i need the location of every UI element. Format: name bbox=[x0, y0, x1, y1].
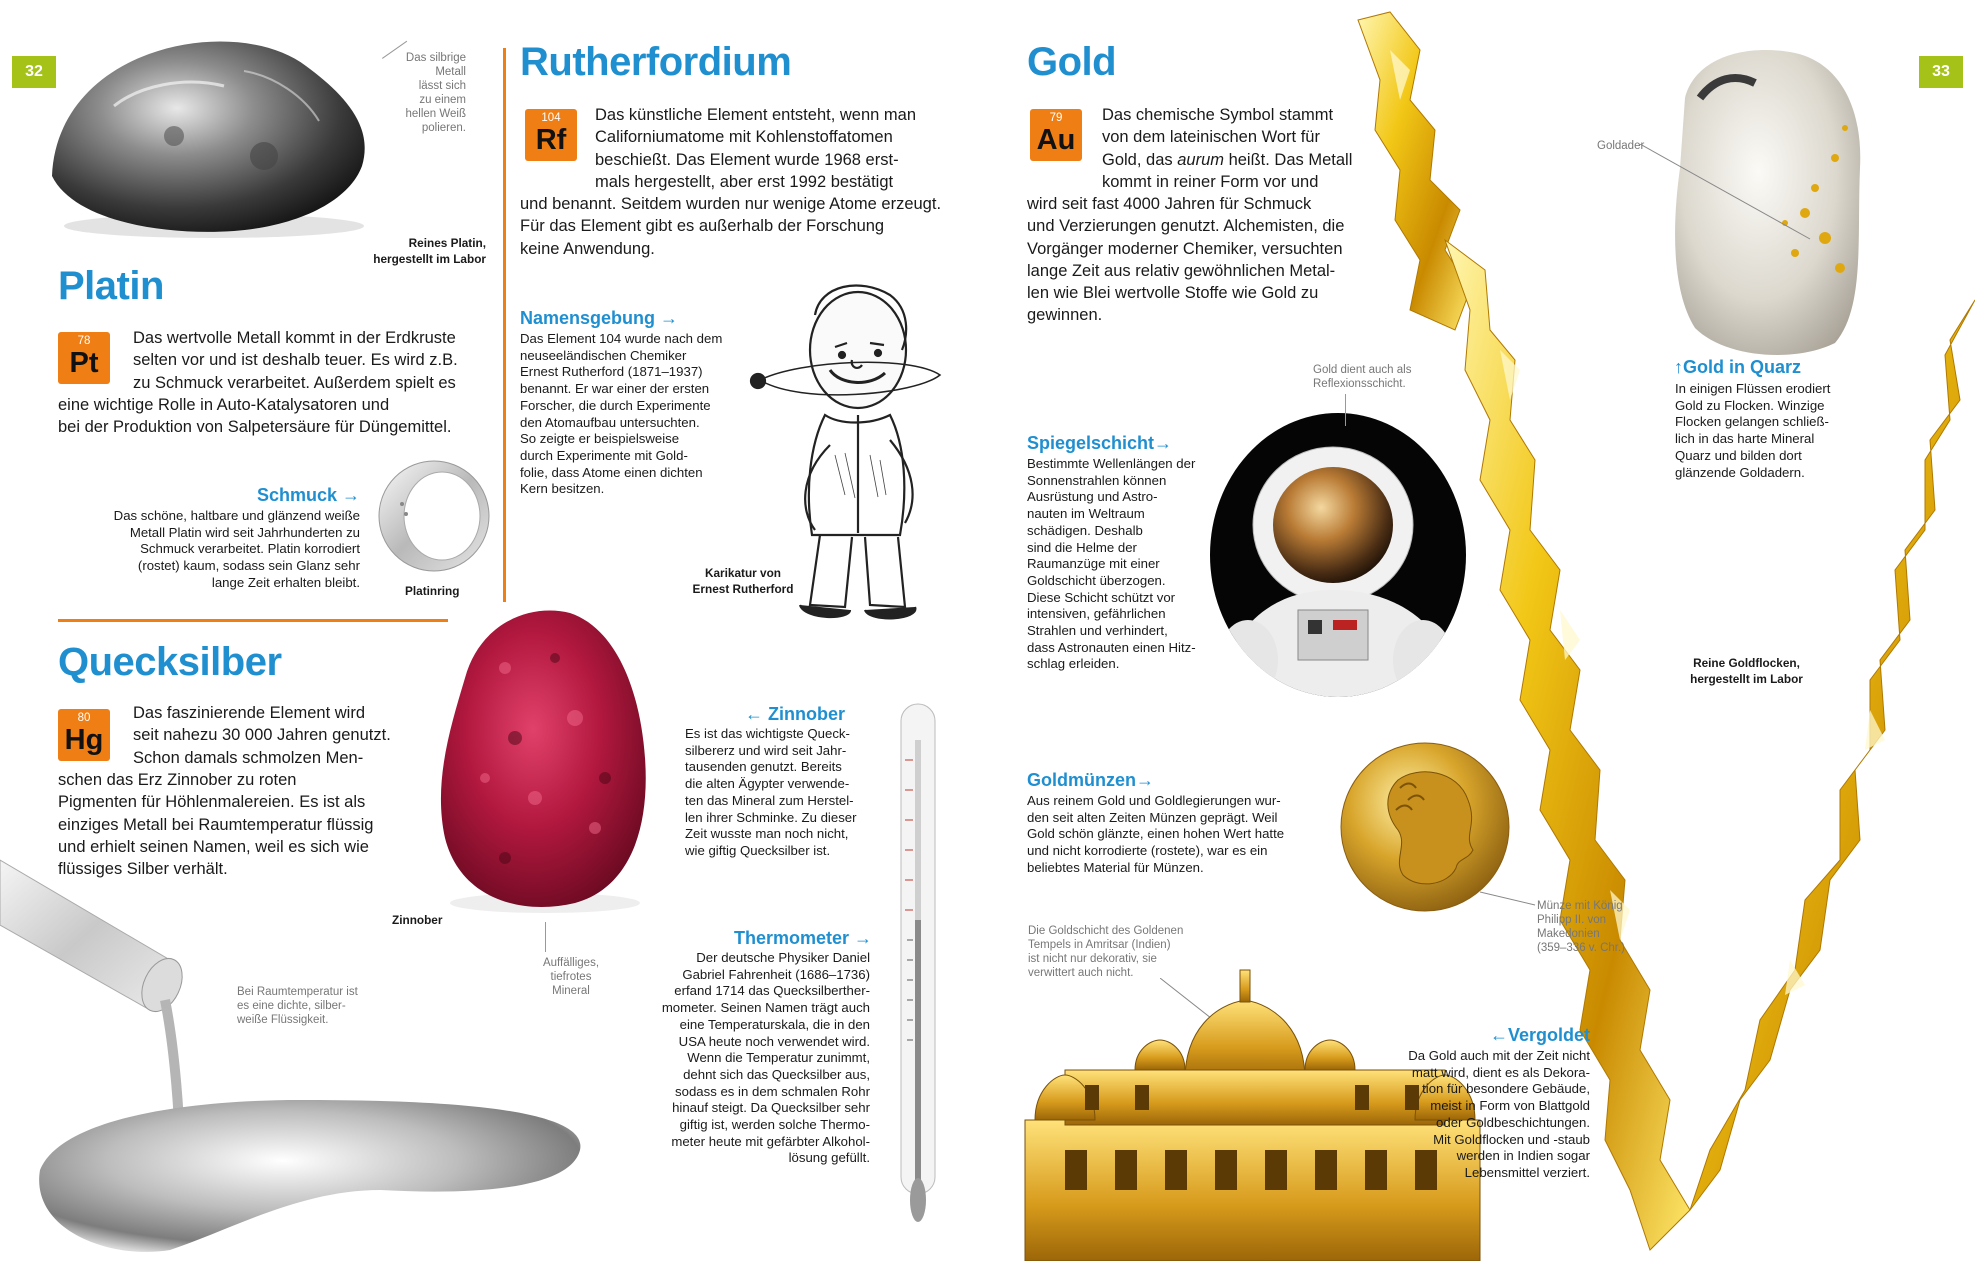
namensgebung-text: Das Element 104 wurde nach dem neuseeländischen Chemiker Ernest Rutherford (1871–1937) benannt. Er war einer der ersten Forscher, die durch Experimente den Atomaufbau untersuchten. So zeigte er beispielsweise durch Experimente mit Gold- folie, dass Atome einen dichten Kern besitzen. bbox=[520, 331, 723, 497]
gold-element-tile bbox=[1030, 109, 1082, 161]
spiegelschicht-text: Bestimmte Wellenlängen der Sonnenstrahlen können Ausrüstung und Astro- nauten im Weltraum schädigen. Deshalb sind die Helme der Raumanzüge mit einer Goldschicht überzogen. Diese Schicht schützt vor intensiven, gefährlichen Strahlen und verhindert, dass Astronauten einen Hitz- schlag erleiden. bbox=[1027, 456, 1196, 672]
element-symbol: Au bbox=[1036, 124, 1076, 156]
temple-caption: Die Goldschicht des Goldenen Tempels in Amritsar (Indien) ist nicht nur dekorativ, sie verwittert auch nicht. bbox=[1028, 925, 1184, 979]
thermometer-image bbox=[895, 700, 945, 1230]
liquid-mercury-caption: Bei Raumtemperatur ist es eine dichte, silber- weiße Flüssigkeit. bbox=[237, 986, 358, 1026]
zinnober-text: Es ist das wichtigste Queck- silbererz und wird seit Jahr- tausenden genutzt. Bereits die alten Ägypter verwende- ten das Mineral zum Herstel- len ihrer Schminke. Zu dieser Zeit wusste man noch nicht, wie giftig Quecksilber ist. bbox=[685, 726, 857, 858]
gold-in-quarz-heading: ↑Gold in Quarz bbox=[1674, 357, 1802, 377]
coin-caption: Münze mit König Philipp II. von Makedonien (359–336 v. Chr.) bbox=[1537, 900, 1626, 954]
quecksilber-title: Quecksilber bbox=[58, 640, 282, 684]
goldader-caption: Goldader bbox=[1597, 140, 1645, 152]
cinnabar-image bbox=[425, 598, 665, 918]
mineral-caption: Auffälliges, tiefrotes Mineral bbox=[542, 957, 600, 997]
quecksilber-element-tile bbox=[58, 709, 110, 761]
namensgebung-heading: Namensgebung → bbox=[520, 308, 679, 328]
gold-title: Gold bbox=[1027, 40, 1117, 84]
vergoldet-heading: ←Vergoldet bbox=[1489, 1025, 1590, 1045]
platinum-ring-image bbox=[372, 454, 497, 579]
reflect-caption: Gold dient auch als Reflexionsschicht. bbox=[1313, 364, 1412, 390]
cinnabar-caption: Zinnober bbox=[392, 913, 443, 927]
platin-element-tile bbox=[58, 332, 110, 384]
atomic-number: 104 bbox=[541, 112, 561, 124]
atomic-number: 79 bbox=[1049, 112, 1063, 124]
gold-intro-text-cont: wird seit fast 4000 Jahren für Schmuck und Verzierungen genutzt. Alchemisten, die Vorgänger moderner Chemiker, versuchten lange Zeit aus relativ gewöhnlichen Metal- len wie Blei wertvolle Stoffe wie Gold zu gewinnen. bbox=[1027, 195, 1345, 325]
ring-caption: Platinring bbox=[405, 584, 460, 598]
astronaut-image bbox=[1208, 410, 1468, 700]
gold-flakes-caption: Reine Goldflocken, hergestellt im Labor bbox=[1690, 656, 1803, 686]
platinum-polish-caption: Das silbrige Metall lässt sich zu einem hellen Weiß polieren. bbox=[405, 52, 466, 134]
spiegelschicht-heading: Spiegelschicht→ bbox=[1027, 433, 1173, 453]
platin-title: Platin bbox=[58, 264, 164, 308]
page-number-right: 33 bbox=[1919, 56, 1963, 88]
zinnober-heading: ← Zinnober bbox=[745, 704, 845, 724]
rutherfordium-intro-text: Das künstliche Element entsteht, wenn man Californiumatome mit Kohlenstoffatomen beschießt. Das Element wurde 1968 erst- mals hergestellt, aber erst 1992 bestätigt bbox=[595, 106, 917, 191]
element-symbol: Rf bbox=[535, 124, 567, 156]
thermometer-text: Der deutsche Physiker Daniel Gabriel Fahrenheit (1686–1736) erfand 1714 das Quecksilberther- mometer. Seinen Namen trägt auch eine Temperaturskala, die in den USA heute noch verwendet wird. Wenn die Temperatur zunimmt, dehnt sich das Quecksilber aus, sodass es in dem schmalen Rohr hinauf steigt. Da Quecksilber sehr giftig ist, werden solche Thermo- meter heute mit gefärbter Alkohol- lösung gefüllt. bbox=[661, 950, 870, 1166]
goldmuenzen-text: Aus reinem Gold und Goldlegierungen wur- den seit alten Zeiten Münzen geprägt. Weil Gold schön glänzte, einen hohen Wert hatte und nicht korrodierte (rostete), war es ein beliebtes Material für Münzen. bbox=[1027, 793, 1285, 875]
rutherfordium-title: Rutherfordium bbox=[520, 40, 792, 84]
atomic-number: 80 bbox=[77, 712, 91, 724]
rutherfordium-element-tile bbox=[525, 109, 577, 161]
schmuck-text: Das schöne, haltbare und glänzend weiße Metall Platin wird seit Jahrhunderten zu Schmuck verarbeitet. Platin korrodiert (rostet) kaum, sodass sein Glanz sehr lange Zeit erhalten bleibt. bbox=[113, 508, 360, 590]
vergoldet-text: Da Gold auch mit der Zeit nicht matt wird, dient es als Dekora- tion für besondere Gebäude, meist in Form von Blattgold oder Goldbeschichtungen. Mit Goldflocken und -staub werden in Indien sogar Lebensmittel verziert. bbox=[1408, 1048, 1590, 1180]
platin-intro-text-cont: eine wichtige Rolle in Auto-Katalysatoren und bei der Produktion von Salpetersäure für Düngemittel. bbox=[58, 396, 452, 437]
platinum-nugget-image bbox=[44, 26, 384, 246]
page-number-left: 32 bbox=[12, 56, 56, 88]
rutherfordium-intro-text-cont: und benannt. Seitdem wurden nur wenige Atome erzeugt. Für das Element gibt es außerhalb der Forschung keine Anwendung. bbox=[520, 195, 942, 258]
quecksilber-intro-text: Das faszinierende Element wird seit nahezu 30 000 Jahren genutzt. Schon damals schmolzen Men- bbox=[133, 704, 391, 767]
horizontal-divider bbox=[58, 619, 448, 622]
gold-in-quarz-text: In einigen Flüssen erodiert Gold zu Flocken. Winzige Flocken gelangen schließ- lich in das harte Mineral Quarz und bilden dort glänzende Goldadern. bbox=[1675, 381, 1831, 480]
caricature-caption: Karikatur von Ernest Rutherford bbox=[692, 566, 794, 596]
vertical-divider bbox=[503, 48, 506, 602]
thermometer-heading: Thermometer → bbox=[733, 928, 872, 948]
goldmuenzen-heading: Goldmünzen→ bbox=[1027, 770, 1154, 790]
gold-coin-image bbox=[1338, 740, 1513, 915]
atomic-number: 78 bbox=[77, 335, 91, 347]
quecksilber-intro-text-cont: schen das Erz Zinnober zu roten Pigmenten für Höhlenmalereien. Es ist als einziges Metall bei Raumtemperatur flüssig und erhielt seinen Namen, weil es sich wie flüssiges Silber verhält. bbox=[58, 771, 374, 879]
pure-platinum-caption: Reines Platin, hergestellt im Labor bbox=[373, 236, 486, 266]
gold-intro-text: Das chemische Symbol stammt von dem lateinischen Wort für Gold, das aurum heißt. Das Metall kommt in reiner Form vor und bbox=[1102, 106, 1353, 191]
platin-intro-text: Das wertvolle Metall kommt in der Erdkruste selten vor und ist deshalb teuer. Es wird z.B. zu Schmuck verarbeitet. Außerdem spielt es bbox=[133, 329, 458, 392]
coin-pointer bbox=[1480, 890, 1540, 910]
schmuck-heading: Schmuck → bbox=[256, 485, 360, 505]
goldader-pointer bbox=[1640, 144, 1820, 244]
element-symbol: Hg bbox=[64, 724, 104, 756]
element-symbol: Pt bbox=[69, 347, 99, 379]
